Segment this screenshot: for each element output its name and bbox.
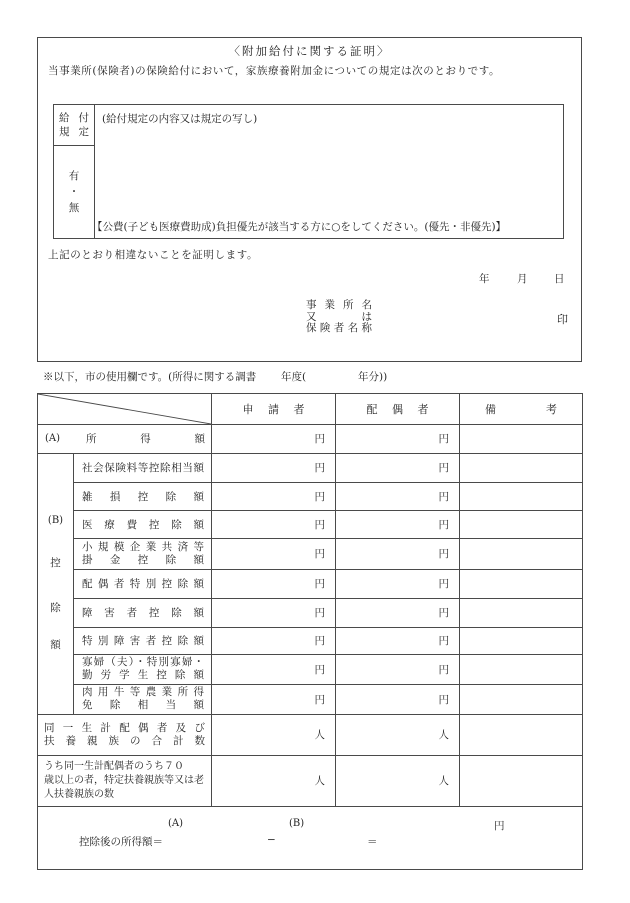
deduction-applicant-cell: 円 bbox=[314, 518, 325, 531]
usage-note-prefix: ※以下，市の使用欄です。(所得に関する調書 bbox=[43, 371, 257, 383]
deduction-applicant-cell: 円 bbox=[314, 607, 325, 619]
deduction-row-label: 社会保険料等控除相当額 bbox=[82, 462, 204, 474]
deduction-row-label: 障害者控除額 bbox=[82, 607, 204, 619]
income-spouse-cell: 円 bbox=[438, 433, 449, 445]
formula-label: 控除後の所得額＝ bbox=[79, 836, 163, 848]
income-survey-table bbox=[37, 393, 583, 870]
column-header-spouse: 配偶者 bbox=[366, 403, 429, 416]
date-year-label: 年 bbox=[479, 273, 490, 285]
deduction-spouse-cell: 円 bbox=[438, 548, 449, 560]
certify-statement: 上記のとおり相違ないことを証明します。 bbox=[48, 249, 259, 261]
date-month-label: 月 bbox=[517, 273, 528, 285]
formula-ref-b: (B) bbox=[289, 818, 305, 829]
deduction-row-label: 雑損控除額 bbox=[82, 490, 204, 503]
deduction-row-label: 医療費控除額 bbox=[82, 518, 204, 531]
dependents-detail-spouse-cell: 人 bbox=[438, 775, 449, 787]
signer-line-or: 又は bbox=[306, 310, 372, 323]
grid-line bbox=[459, 394, 460, 806]
benefit-rule-box bbox=[53, 104, 564, 239]
row-income-code: (A) bbox=[45, 433, 61, 444]
header-diagonal-line bbox=[38, 394, 211, 424]
rule-box-header-line2: 規定 bbox=[59, 126, 89, 138]
deduction-spouse-cell: 円 bbox=[438, 607, 449, 619]
income-applicant-cell: 円 bbox=[314, 433, 325, 445]
formula-ref-a: (A) bbox=[168, 818, 184, 829]
deduction-applicant-cell: 円 bbox=[314, 663, 325, 676]
formula-equals: ＝ bbox=[367, 836, 378, 848]
column-header-remarks: 備考 bbox=[485, 403, 557, 416]
rule-box-header-line1: 給付 bbox=[59, 112, 89, 124]
deduction-spouse-cell: 円 bbox=[438, 693, 449, 706]
deduction-row-label: 配偶者特別控除額 bbox=[82, 578, 204, 590]
signer-name-block bbox=[306, 300, 372, 335]
dependents-total-applicant-cell: 人 bbox=[314, 729, 325, 741]
rule-box-header bbox=[54, 108, 94, 142]
deduction-applicant-cell: 円 bbox=[314, 578, 325, 590]
deduction-row-label: 寡婦（夫）・特別寡婦・ 勤労学生控除額 bbox=[82, 656, 204, 681]
column-header-applicant: 申請者 bbox=[242, 403, 305, 416]
seal-mark: 印 bbox=[557, 313, 568, 326]
deduction-row-label: 特別障害者控除額 bbox=[82, 635, 204, 647]
deduction-applicant-cell: 円 bbox=[314, 635, 325, 647]
public-expense-note: 【公費(子ども医療費助成)負担優先が該当する方に○をしてください。(優先・非優先)】 bbox=[92, 221, 507, 233]
formula-unit: 円 bbox=[494, 820, 505, 832]
dependents-detail-applicant-cell: 人 bbox=[314, 775, 325, 787]
deduction-row-label: 小規模企業共済等 掛金控除額 bbox=[82, 540, 204, 566]
option-no: 無 bbox=[68, 201, 80, 214]
deduction-spouse-cell: 円 bbox=[438, 518, 449, 531]
certificate-title: 〈附加給付に関する証明〉 bbox=[228, 44, 391, 58]
deduction-spouse-cell: 円 bbox=[438, 663, 449, 676]
date-day-label: 日 bbox=[554, 273, 565, 285]
deduction-spouse-cell: 円 bbox=[438, 462, 449, 474]
dependents-total-spouse-cell: 人 bbox=[438, 729, 449, 741]
dependents-total-label: 同一生計配偶者及び 扶養親族の合計数 bbox=[44, 721, 205, 747]
formula-minus: − bbox=[267, 834, 276, 846]
deduction-row-label: 肉用牛等農業所得 免除相当額 bbox=[82, 686, 204, 711]
signer-line-office: 事業所名 bbox=[306, 299, 372, 311]
deduction-applicant-cell: 円 bbox=[314, 693, 325, 706]
option-separator: ・ bbox=[68, 185, 80, 198]
certificate-intro: 当事業所(保険者)の保険給付において，家族療養附加金についての規定は次のとおりです。 bbox=[48, 65, 501, 77]
rule-content-placeholder: (給付規定の内容又は規定の写し) bbox=[102, 113, 258, 125]
dependents-detail-label: うち同一生計配偶者のうち７０ 歳以上の者，特定扶養親族等又は老 人扶養親族の数 bbox=[44, 760, 204, 800]
deduction-spouse-cell: 円 bbox=[438, 490, 449, 503]
certificate-section bbox=[37, 37, 582, 362]
deduction-applicant-cell: 円 bbox=[314, 490, 325, 503]
deduction-section-label: (B) 控 除 額 bbox=[47, 515, 64, 651]
row-income-label: (A) 所得額 bbox=[45, 433, 205, 445]
option-yes: 有 bbox=[68, 169, 80, 182]
net-income-formula-row bbox=[38, 806, 582, 869]
deduction-spouse-cell: 円 bbox=[438, 578, 449, 590]
usage-note-year-close: 年分)) bbox=[358, 371, 388, 383]
usage-note-fiscal-year: 年度( bbox=[281, 371, 307, 383]
grid-line bbox=[73, 453, 74, 714]
deduction-applicant-cell: 円 bbox=[314, 548, 325, 560]
signer-line-insurer: 保険者名称 bbox=[306, 322, 372, 334]
deduction-applicant-cell: 円 bbox=[314, 462, 325, 474]
rule-yes-no-selector bbox=[54, 145, 94, 238]
deduction-spouse-cell: 円 bbox=[438, 635, 449, 647]
